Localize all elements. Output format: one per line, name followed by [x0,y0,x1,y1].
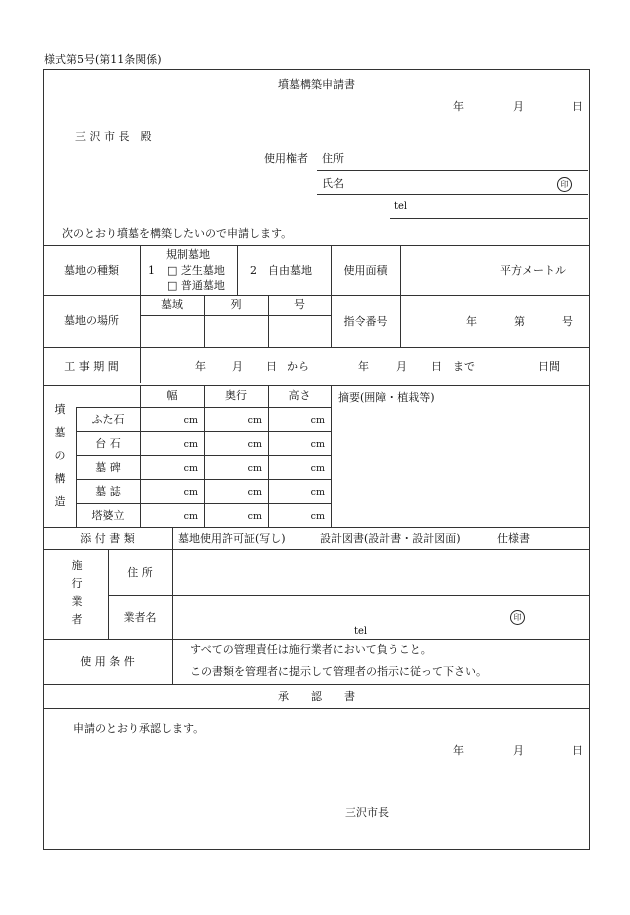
structure-label-2: 墓 [54,426,66,439]
grave-type-regular-checkbox[interactable]: □ 普通墓地 [167,279,225,292]
approval-year-label: 年 [453,744,464,757]
structure-cell-unit: cm [247,487,262,498]
area-unit: 平方メートル [500,264,566,277]
structure-cell-unit: cm [183,415,198,426]
location-col-row: 列 [230,298,242,311]
contractor-label-divider [108,549,109,639]
structure-row-line-2 [76,455,331,456]
structure-cell-unit: cm [247,463,262,474]
rule-contractor-top [43,549,589,550]
form-number: 様式第5号(第11条関係) [44,53,162,66]
contractor-label-2: 行 [71,577,83,590]
applicant-name-line [317,194,588,195]
period-from: から [287,360,309,373]
period-to: まで [453,360,475,373]
rule-period-top [43,347,589,348]
structure-remarks-label: 摘要(囲障・植栽等) [338,391,435,404]
date-day-label: 日 [572,100,583,113]
applicant-tel-label: tel [394,201,408,212]
structure-row-label: 台 石 [95,437,121,450]
conditions-line-1: すべての管理責任は施行業者において負うこと。 [190,643,432,656]
rule-conditions-top [43,639,589,640]
contractor-label-3: 業 [71,595,83,608]
rule-location-top [43,295,589,296]
structure-label-1: 墳 [54,403,66,416]
structure-cell-unit: cm [183,439,198,450]
grave-type-option2: 2 自由墓地 [250,264,312,277]
rule-attachments-top [43,527,589,528]
grave-type-option1-head: 規制墓地 [166,248,210,261]
structure-cell-unit: cm [310,415,325,426]
contractor-name-label: 業者名 [123,611,157,624]
approval-signer: 三沢市長 [345,806,389,819]
rule-approval-top [43,684,589,685]
applicant-stamp-icon: 印 [557,177,572,192]
contractor-label-1: 施 [71,559,83,572]
addressee: 三 沢 市 長 殿 [75,130,152,143]
directive-year: 年 [466,315,477,328]
structure-label-3: の [54,449,66,462]
period-to-year: 年 [358,360,369,373]
rule-structure-top [43,385,589,386]
grave-type-divider [237,245,238,295]
period-to-month: 月 [396,360,407,373]
structure-row-label: 墓 碑 [95,461,121,474]
period-to-day: 日 [431,360,442,373]
approval-text: 申請のとおり承認します。 [73,722,205,735]
structure-label-4: 構 [54,472,66,485]
grave-type-option1-num: 1 [148,264,155,277]
approval-title: 承 認 書 [278,690,355,703]
grave-type-turf-checkbox[interactable]: □ 芝生墓地 [167,264,225,277]
structure-row-label: 墓 誌 [95,485,121,498]
grave-type-label: 墓地の種類 [64,264,119,277]
directive-dai: 第 [514,315,525,328]
period-from-month: 月 [232,360,243,373]
location-col-area: 墓域 [161,298,183,311]
approval-title-line [43,708,589,709]
col-label-divider [140,245,141,383]
structure-cell-unit: cm [310,439,325,450]
structure-row-label: 塔婆立 [91,509,125,522]
location-col-number: 号 [294,298,305,311]
structure-header-depth: 奥行 [225,389,247,402]
area-left-divider [331,245,332,347]
structure-cell-unit: cm [310,487,325,498]
conditions-line-2: この書類を管理者に提示して管理者の指示に従って下さい。 [190,665,487,678]
location-header-line [140,315,331,316]
structure-row-line-1 [76,431,331,432]
contractor-address-label: 住 所 [127,566,153,579]
structure-row-label: ふた石 [91,413,125,426]
structure-col-divider-4 [331,385,332,527]
rule-grave-type-top [43,245,589,246]
intro-text: 次のとおり墳墓を構築したいので申請します。 [62,227,293,240]
structure-cell-unit: cm [247,439,262,450]
approval-day-label: 日 [572,744,583,757]
directive-go: 号 [562,315,573,328]
structure-cell-unit: cm [247,415,262,426]
period-from-day: 日 [266,360,277,373]
applicant-name-label: 氏名 [322,177,344,190]
period-from-year: 年 [195,360,206,373]
lower-label-divider [172,527,173,684]
applicant-address-label: 住所 [322,152,344,165]
structure-cell-unit: cm [183,511,198,522]
structure-cell-unit: cm [247,511,262,522]
applicant-role: 使用権者 [264,152,308,165]
form-title: 墳墓構築申請書 [278,78,355,91]
structure-header-height: 高さ [288,389,311,402]
directive-label: 指令番号 [343,315,388,328]
attachment-permit: 墓地使用許可証(写し) [178,532,286,545]
contractor-stamp-icon: 印 [510,610,525,625]
area-label: 使用面積 [343,264,388,277]
period-label: 工 事 期 間 [64,360,119,373]
structure-cell-unit: cm [183,487,198,498]
applicant-tel-line [390,218,588,219]
period-days: 日間 [538,360,560,373]
area-right-divider [400,245,401,347]
structure-row-line-3 [76,479,331,480]
location-label: 墓地の場所 [64,314,119,327]
date-year-label: 年 [453,100,464,113]
structure-row-line-4 [76,503,331,504]
structure-header-width: 幅 [166,389,178,402]
attachment-spec: 仕様書 [497,532,530,545]
approval-month-label: 月 [513,744,524,757]
structure-cell-unit: cm [310,511,325,522]
structure-header-line [76,407,331,408]
structure-label-5: 造 [54,495,66,508]
attachments-label: 添 付 書 類 [80,532,135,545]
contractor-label-4: 者 [71,613,83,626]
conditions-label: 使 用 条 件 [80,655,135,668]
contractor-tel-label: tel [354,626,368,637]
date-month-label: 月 [513,100,524,113]
structure-cell-unit: cm [183,463,198,474]
applicant-address-line [317,170,588,171]
structure-cell-unit: cm [310,463,325,474]
attachment-design: 設計図書(設計書・設計図面) [320,532,461,545]
contractor-row-line [108,595,589,596]
